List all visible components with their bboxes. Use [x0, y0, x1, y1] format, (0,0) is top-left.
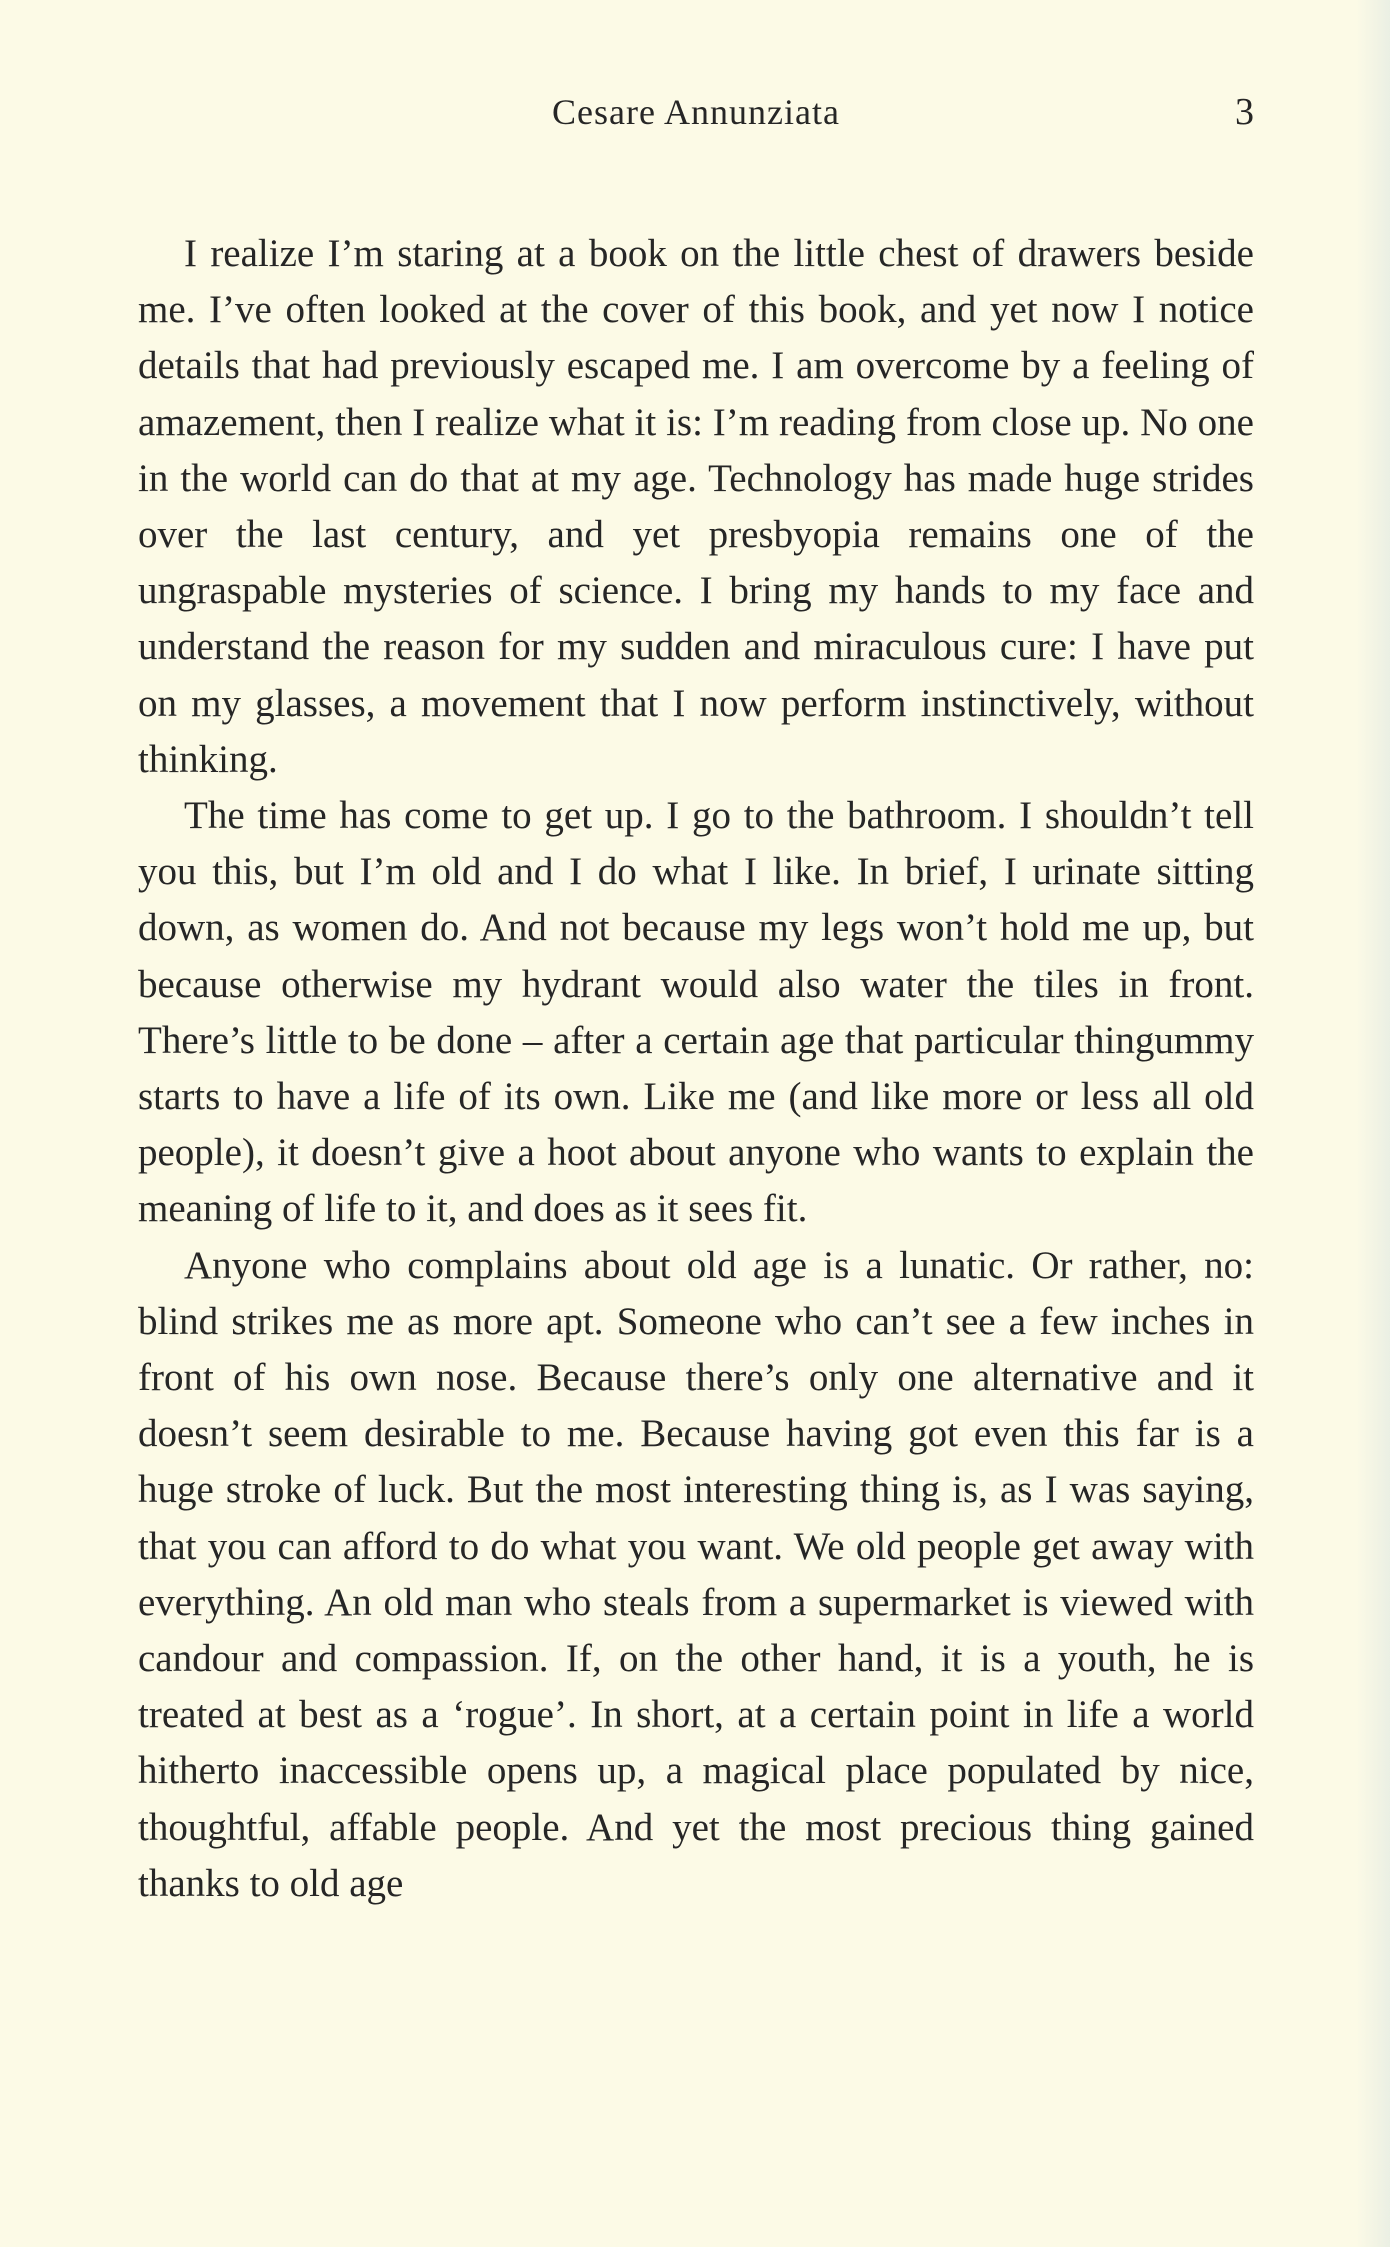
- page-number: 3: [1235, 91, 1254, 133]
- body-text: [138, 226, 1254, 1912]
- running-head: [138, 84, 1254, 140]
- paragraph-3: Anyone who complains about old age is a lunatic. Or rather, no: blind strikes me as more apt. Someone who can’t see a few inches in front of his own nose. Because there’s only one alternative and it doesn’t seem desirable to me. Because having got even this far is a huge stroke of luck. But the most interesting thing is, as I was saying, that you can afford to do what you want. We old people get away with everything. An old man who steals from a supermarket is viewed with candour and compassion. If, on the other hand, it is a youth, he is treated at best as a ‘rogue’. In short, at a certain point in life a world hitherto inaccessible opens up, a magical place populated by nice, thoughtful, affable people. And yet the most precious thing gained thanks to old age: [138, 1243, 1254, 1905]
- paragraph-2: The time has come to get up. I go to the bathroom. I shouldn’t tell you this, but I’m old and I do what I like. In brief, I urinate sitting down, as women do. And not because my legs won’t hold me up, but because otherwise my hydrant would also water the tiles in front. There’s little to be done – after a certain age that particular thingummy starts to have a life of its own. Like me (and like more or less all old people), it doesn’t give a hoot about anyone who wants to explain the meaning of life to it, and does as it sees fit.: [138, 794, 1254, 1231]
- page-edge-tint: [1356, 0, 1390, 2247]
- paragraph-1: I realize I’m staring at a book on the little chest of drawers beside me. I’ve often looked at the cover of this book, and yet now I notice details that had previously escaped me. I am overcome by a feeling of amazement, then I realize what it is: I’m reading from close up. No one in the world can do that at my age. Technology has made huge strides over the last century, and yet presbyopia remains one of the ungraspable mysteries of science. I bring my hands to my face and understand the reason for my sudden and miraculous cure: I have put on my glasses, a movement that I now perform instinctively, without thinking.: [138, 232, 1254, 781]
- running-head-author: Cesare Annunziata: [552, 92, 840, 132]
